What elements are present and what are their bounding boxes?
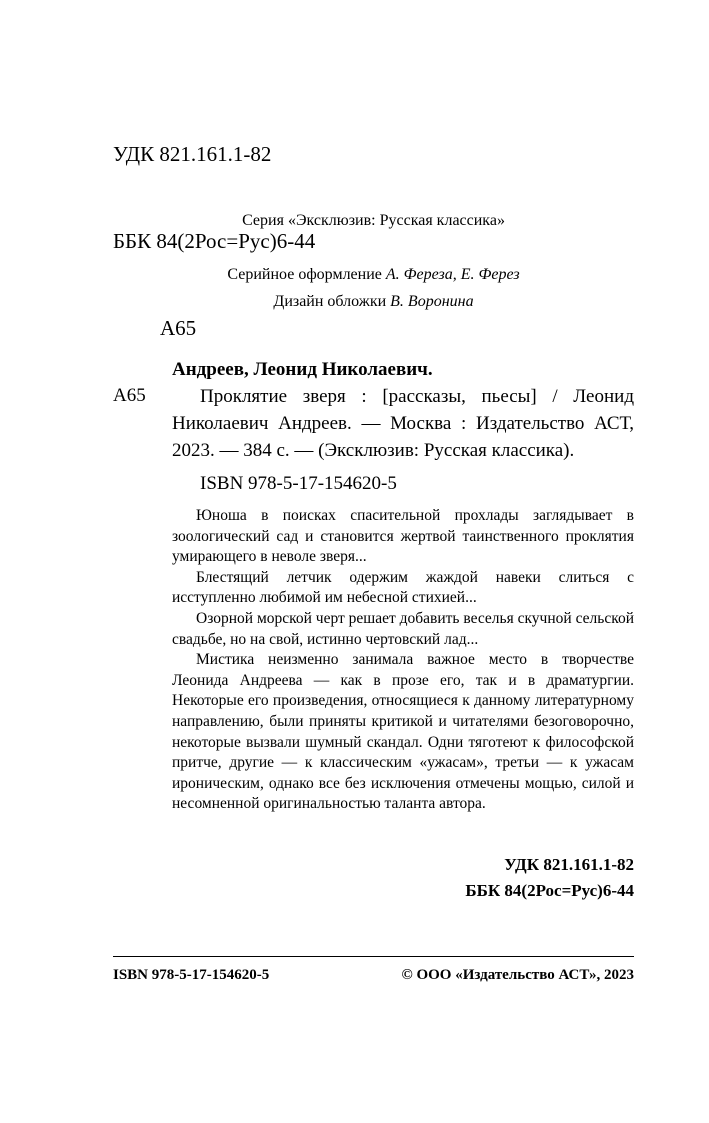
author-heading: Андреев, Леонид Николаевич. — [172, 359, 433, 380]
catalog-card — [172, 356, 634, 815]
isbn-line: ISBN 978-5-17-154620-5 — [200, 473, 397, 494]
classification-codes-top — [113, 82, 315, 401]
bibliographic-description: Проклятие зверя : [рассказы, пьесы] / Леонид Николаевич Андреев. — Москва : Издательство АСТ, 2023. — 384 с. — (Эксклюзив: Русская классика). — [172, 386, 634, 461]
udk-code: УДК 821.161.1-82 — [113, 142, 272, 166]
series-design-names: А. Фереза, Е. Ферез — [385, 266, 520, 283]
author-sign: А65 — [160, 316, 197, 340]
annotation-block — [172, 506, 634, 815]
classification-codes-bottom — [465, 852, 634, 904]
catalog-author-sign: А65 — [113, 385, 146, 406]
series-title: Серия «Эксклюзив: Русская классика» — [242, 212, 505, 229]
footer-copyright: © ООО «Издательство АСТ», 2023 — [401, 967, 634, 983]
bbk-code: ББК 84(2Рос=Рус)6-44 — [113, 229, 316, 253]
footer — [113, 956, 634, 984]
series-design-label: Серийное оформление — [227, 266, 386, 283]
bbk-code-bottom: ББК 84(2Рос=Рус)6-44 — [465, 881, 634, 900]
annotation-paragraph: Юноша в поисках спасительной прохлады заглядывает в зоологический сад и становится жертвой таинственного проклятия умирающего в неволе зверя... — [172, 507, 634, 566]
annotation-paragraph: Мистика неизменно занимала важное место в творчестве Леонида Андреева — как в прозе его, так и в драматургии. Некоторые его произведения, относящиеся к данному литературному направлению, были приняты критикой и читателями безоговорочно, некоторые вызвали шумный скандал. Одни тяготеют к философской притче, другие — к классическим «ужасам», третьи — к ужасам ироническим, однако все без исключения отмечены мощью, силой и несомненной оригинальностью таланта автора. — [172, 651, 634, 813]
cover-design-credit — [113, 288, 634, 315]
cover-design-label: Дизайн обложки — [273, 293, 391, 310]
annotation-paragraph: Озорной морской черт решает добавить веселья скучной сельской свадьбе, но на свой, истинно чертовский лад... — [172, 609, 634, 648]
udk-code-bottom: УДК 821.161.1-82 — [504, 855, 634, 874]
cover-design-name: В. Воронина — [390, 293, 474, 310]
annotation-paragraph: Блестящий летчик одержим жаждой навеки слиться с исступленно любимой им небесной стихией... — [172, 568, 634, 607]
credits-block — [113, 261, 634, 315]
footer-isbn: ISBN 978-5-17-154620-5 — [113, 967, 270, 983]
series-design-credit — [113, 261, 634, 288]
